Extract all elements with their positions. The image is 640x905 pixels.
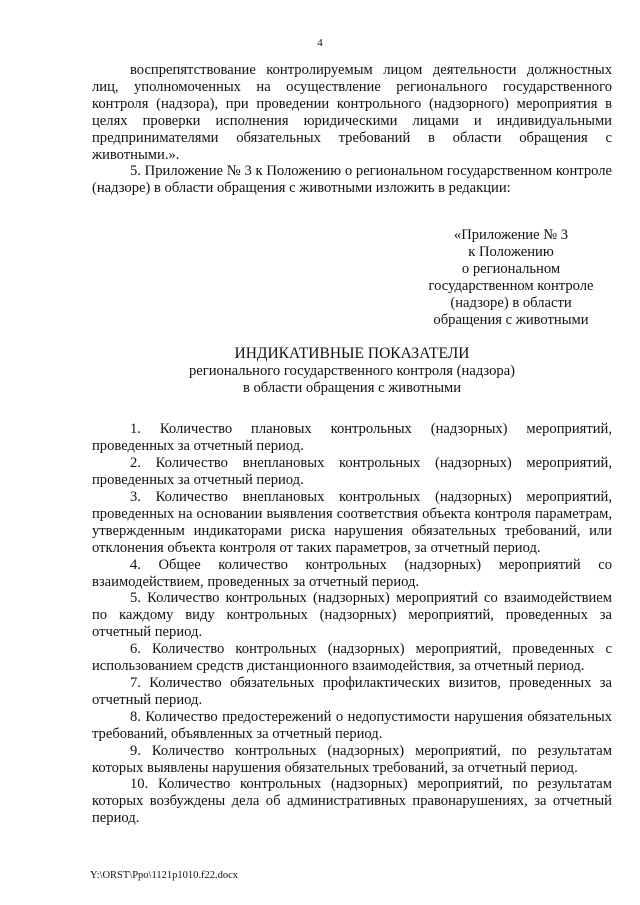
document-body — [92, 62, 612, 827]
appendix-line: «Приложение № 3 — [453, 227, 569, 244]
heading-title: ИНДИКАТИВНЫЕ ПОКАЗАТЕЛИ — [234, 344, 470, 362]
indicator-item: 1. Количество плановых контрольных (надзорных) мероприятий, проведенных за отчетный период. — [92, 421, 612, 455]
appendix-line: (надзоре) в области — [450, 294, 572, 311]
intro-paragraph-1: воспрепятствование контролируемым лицом деятельности должностных лиц, уполномоченных на осуществление регионального государственного контроля (надзора), при проведении контрольного (надзорного) мероприятия в целях проверки исполнения юридическими лицами и индивидуальными предпринимателями обязательных требований в области обращения с животными.». — [92, 62, 612, 163]
appendix-reference — [92, 227, 612, 328]
indicator-item: 2. Количество внеплановых контрольных (надзорных) мероприятий, проведенных за отчетный период. — [92, 455, 612, 489]
indicator-item: 10. Количество контрольных (надзорных) мероприятий, по результатам которых возбуждены дела об административных правонарушениях, за отчетный период. — [92, 776, 612, 827]
heading-subtitle-2: в области обращения с животными — [242, 379, 462, 396]
intro-paragraph-2: 5. Приложение № 3 к Положению о региональном государственном контроле (надзоре) в области обращения с животными изложить в редакции: — [92, 163, 612, 197]
indicator-item: 9. Количество контрольных (надзорных) мероприятий, по результатам которых выявлены нарушения обязательных требований, за отчетный период. — [92, 742, 612, 776]
page-number: 4 — [317, 37, 323, 49]
appendix-line: о региональном — [461, 261, 561, 278]
indicator-item: 7. Количество обязательных профилактических визитов, проведенных за отчетный период. — [92, 675, 612, 708]
file-path-footer: Y:\ORST\Ppo\1121p1010.f22.docx — [90, 870, 238, 881]
indicator-item: 8. Количество предостережений о недопустимости нарушения обязательных требований, объявленных за отчетный период. — [92, 708, 612, 742]
heading-subtitle-1: регионального государственного контроля (надзора) — [188, 362, 516, 379]
appendix-line: к Положению — [468, 244, 554, 261]
indicator-item: 3. Количество внеплановых контрольных (надзорных) мероприятий, проведенных на основании выявления соответствия объекта контроля параметрам, утвержденным индикаторами риска нарушения обязательных требований, или отклонения объекта контроля от таких параметров, за отчетный период. — [92, 489, 612, 556]
appendix-line: государственном контроле — [428, 277, 594, 294]
indicator-item: 5. Количество контрольных (надзорных) мероприятий со взаимодействием по каждому виду контрольных (надзорных) мероприятий, проведенных за отчетный период. — [92, 590, 612, 641]
indicators-list — [92, 421, 612, 827]
indicator-item: 6. Количество контрольных (надзорных) мероприятий, проведенных с использованием средств дистанционного взаимодействия, за отчетный период. — [92, 641, 612, 675]
appendix-reference-block — [416, 227, 606, 328]
section-heading — [92, 346, 612, 397]
appendix-line: обращения с животными — [433, 311, 589, 328]
indicator-item: 4. Общее количество контрольных (надзорных) мероприятий со взаимодействием, проведенных за отчетный период. — [92, 556, 612, 590]
